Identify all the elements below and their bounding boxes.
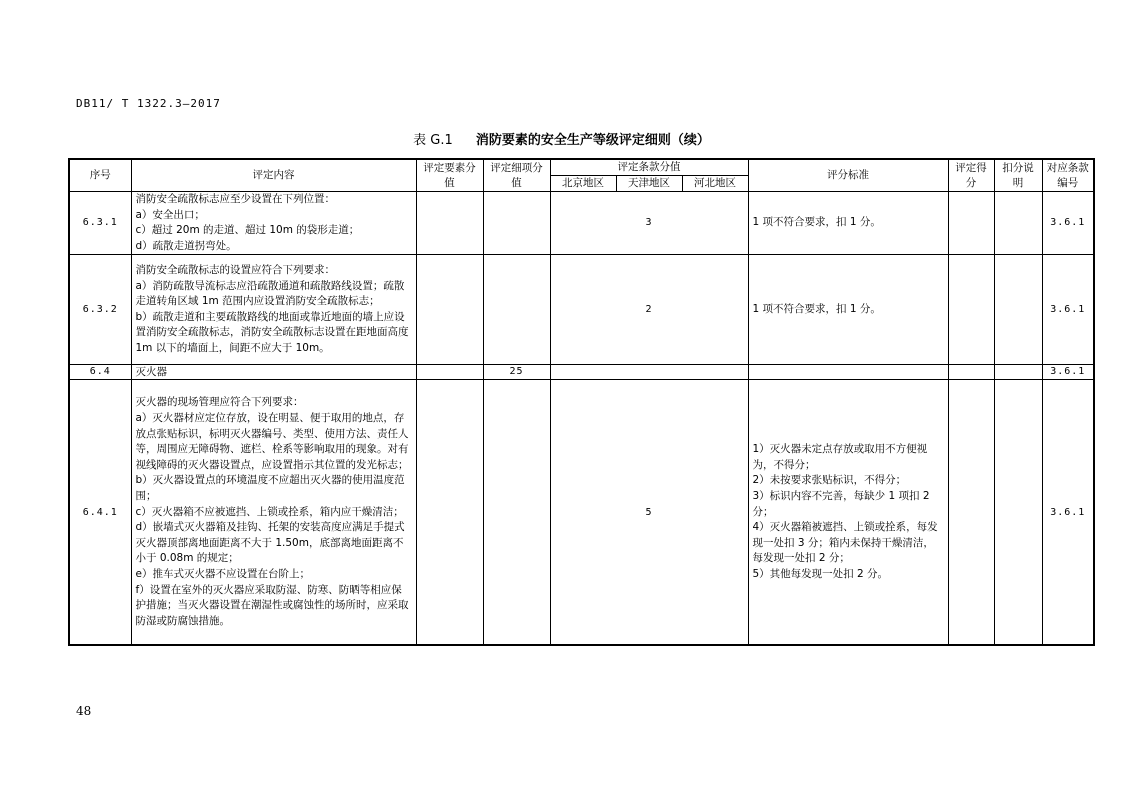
text-line: b）灭火器设置点的环境温度不应超出灭火器的使用温度范围； [135,474,405,502]
row-detail-score: 25 [483,365,550,380]
text-line: f）设置在室外的灭火器应采取防湿、防寒、防晒等相应保护措施；当灭火器设置在潮湿性或腐蚀性的场所时，应采取防湿或防腐蚀措施。 [135,583,409,627]
row-clause-score: 5 [550,380,748,646]
header-score: 评定得分 [948,159,994,192]
row-seq: 6.4.1 [69,380,131,646]
header-tianjin: 天津地区 [616,176,682,192]
row-content [131,365,416,380]
header-beijing: 北京地区 [550,176,616,192]
text-line: 2）未按要求张贴标识，不得分； [752,474,907,487]
row-seq: 6.4 [69,365,131,380]
row-clause-score [550,365,748,380]
page-number: 48 [76,704,92,718]
row-clause-no: 3.6.1 [1042,365,1094,380]
row-clause-score: 3 [550,192,748,255]
table-title [0,129,1123,148]
text-line: c）超过 20m 的走道、超过 10m 的袋形走道； [135,224,360,237]
table-number: 表 G.1 [413,133,453,148]
text-line: 3）标识内容不完善，每缺少 1 项扣 2 分； [752,489,930,518]
text-line: 1 项不符合要求，扣 1 分。 [752,303,881,316]
row-content [131,380,416,646]
text-line: 灭火器 [135,366,167,379]
row-deduction [994,192,1042,255]
text-line: d）疏散走道拐弯处。 [135,239,237,252]
document-code: DB11/ T 1322.3—2017 [76,97,221,110]
text-line: e）推车式灭火器不应设置在台阶上； [135,567,310,580]
text-line: c）灭火器箱不应被遮挡、上锁或拴系，箱内应干燥清洁； [135,505,404,518]
row-score [948,255,994,365]
text-line: a）灭火器材应定位存放，设在明显、便于取用的地点，存放点张贴标识，标明灭火器编号、类型、使用方法、责任人等，周围应无障碍物、遮栏、栓系等影响取用的现象。对有视线障碍的灭火器设置点，应设置指示其位置的发光标志； [135,412,409,471]
text-line: 5）其他每发现一处扣 2 分。 [752,567,889,580]
row-element-score [416,365,483,380]
row-criteria [748,255,948,365]
header-content: 评定内容 [131,159,416,192]
row-score [948,192,994,255]
row-deduction [994,365,1042,380]
header-clause-no: 对应条款编号 [1042,159,1094,192]
row-content [131,255,416,365]
table-row [69,380,1094,646]
row-deduction [994,380,1042,646]
row-clause-score: 2 [550,255,748,365]
row-score [948,380,994,646]
header-clause-group: 评定条款分值 [550,159,748,176]
row-detail-score [483,255,550,365]
row-clause-no: 3.6.1 [1042,255,1094,365]
table-row [69,365,1094,380]
row-seq: 6.3.2 [69,255,131,365]
header-element-score: 评定要素分值 [416,159,483,192]
text-line: a）消防疏散导流标志应沿疏散通道和疏散路线设置；疏散走道转角区域 1m 范围内应设置消防安全疏散标志； [135,279,405,308]
header-criteria: 评分标准 [748,159,948,192]
text-line: b）疏散走道和主要疏散路线的地面或靠近地面的墙上应设置消防安全疏散标志，消防安全疏散标志设置在距地面高度 1m 以下的墙面上，间距不应大于 10m。 [135,310,409,355]
row-detail-score [483,380,550,646]
rating-table [68,158,1095,646]
row-clause-no: 3.6.1 [1042,380,1094,646]
row-criteria [748,192,948,255]
table-row [69,255,1094,365]
row-deduction [994,255,1042,365]
row-criteria [748,380,948,646]
text-line: a）安全出口； [135,208,205,221]
header-deduction: 扣分说明 [994,159,1042,192]
header-row [69,159,1094,176]
row-criteria [748,365,948,380]
text-line: 消防安全疏散标志的设置应符合下列要求： [135,264,335,277]
table-caption: 消防要素的安全生产等级评定细则（续） [475,133,710,148]
row-seq: 6.3.1 [69,192,131,255]
text-line: 4）灭火器箱被遮挡、上锁或拴系，每发现一处扣 3 分；箱内未保持干燥清洁，每发现一处扣 2 分； [752,521,938,565]
header-seq: 序号 [69,159,131,192]
text-line: 1 项不符合要求，扣 1 分。 [752,216,881,229]
text-line: 灭火器的现场管理应符合下列要求： [135,396,304,409]
row-element-score [416,192,483,255]
text-line: 消防安全疏散标志应至少设置在下列位置： [135,193,335,205]
header-detail-score: 评定细项分值 [483,159,550,192]
row-detail-score [483,192,550,255]
row-element-score [416,255,483,365]
header-hebei: 河北地区 [682,176,748,192]
row-content [131,192,416,255]
row-clause-no: 3.6.1 [1042,192,1094,255]
table-row [69,192,1094,255]
row-element-score [416,380,483,646]
text-line: 1）灭火器未定点存放或取用不方便视为，不得分； [752,443,928,471]
text-line: d）嵌墙式灭火器箱及挂钩、托架的安装高度应满足手提式灭火器顶部离地面距离不大于 1.50m，底部离地面距离不小于 0.08m 的规定； [135,521,405,565]
row-score [948,365,994,380]
